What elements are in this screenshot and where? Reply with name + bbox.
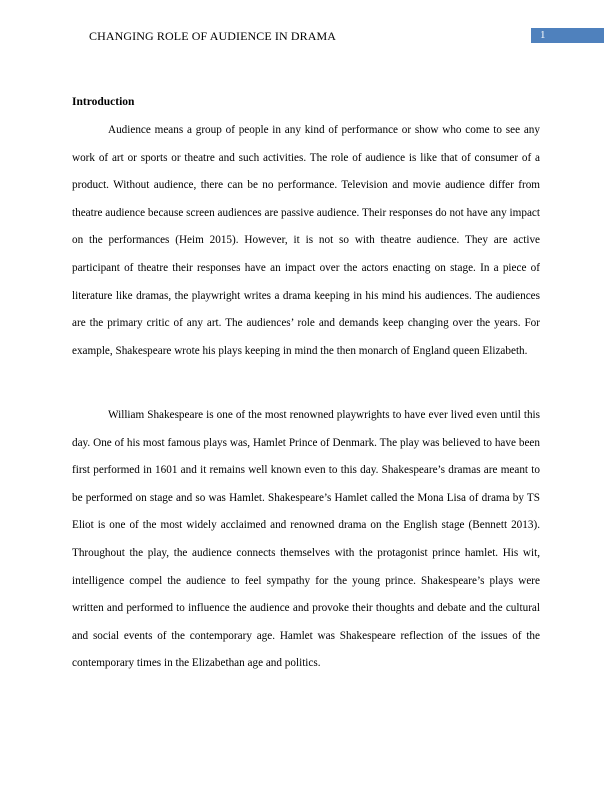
page-number-badge xyxy=(531,28,604,43)
body-paragraph-2: William Shakespeare is one of the most renowned playwrights to have ever lived even until this day. One of his most famous plays was, Hamlet Prince of Denmark. The play was believed to have been first performed in 1601 and it remains well known even to this day. Shakespeare’s dramas are meant to be performed on stage and so was Hamlet. Shakespeare’s Hamlet called the Mona Lisa of drama by TS Eliot is one of the most widely acclaimed and renowned drama on the English stage (Bennett 2013). Throughout the play, the audience connects themselves with the protagonist prince hamlet. His wit, intelligence compel the audience to feel sympathy for the young prince. Shakespeare’s plays were written and performed to influence the audience and provoke their thoughts and debate and the cultural and social events of the contemporary age. Hamlet was Shakespeare reflection of the issues of the contemporary times in the Elizabethan age and politics. xyxy=(72,409,540,670)
body-paragraph-1: Audience means a group of people in any kind of performance or show who come to see any work of art or sports or theatre and such activities. The role of audience is like that of consumer of a product. Without audience, there can be no performance. Television and movie audience differ from theatre audience because screen audiences are passive audience. Their responses do not have any impact on the performances (Heim 2015). However, it is not so with theatre audience. They are active participant of theatre their responses have an impact over the actors enacting on stage. In a piece of literature like dramas, the playwright writes a drama keeping in his mind his audiences. The audiences are the primary critic of any art. The audiences’ role and demands keep changing over the years. For example, Shakespeare wrote his plays keeping in mind the then monarch of England queen Elizabeth. xyxy=(72,124,540,357)
running-header-title: CHANGING ROLE OF AUDIENCE IN DRAMA xyxy=(89,29,337,43)
section-heading-introduction: Introduction xyxy=(72,96,135,108)
page-number: 1 xyxy=(540,29,546,41)
